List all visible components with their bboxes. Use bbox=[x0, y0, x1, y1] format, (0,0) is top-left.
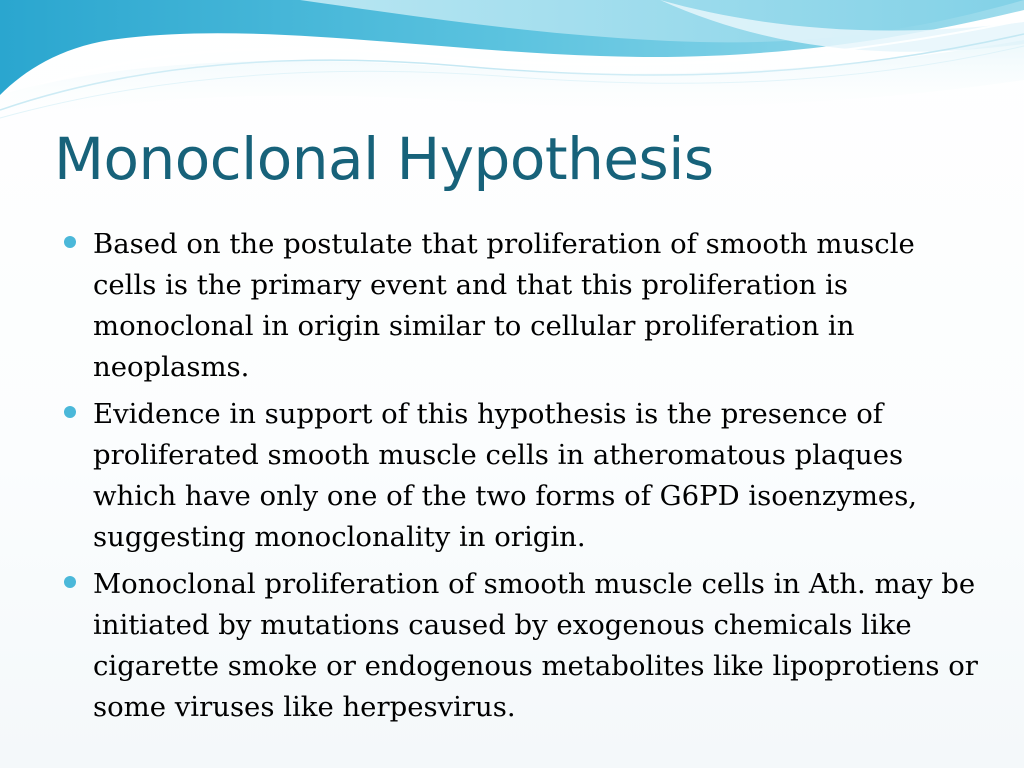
bullet-item bbox=[64, 224, 984, 388]
slide-title: Monoclonal Hypothesis bbox=[54, 125, 714, 193]
bullet-text: Evidence in support of this hypothesis is the presence of proliferated smooth muscle cells in atheromatous plaques which have only one of the two forms of G6PD isoenzymes, suggesting monoclonality in origin. bbox=[93, 398, 918, 553]
bullet-list bbox=[64, 224, 984, 734]
bullet-dot-icon bbox=[64, 576, 76, 588]
bullet-text: Based on the postulate that proliferation of smooth muscle cells is the primary event and that this proliferation is monoclonal in origin similar to cellular proliferation in neoplasms. bbox=[93, 228, 915, 383]
wave-header-decoration bbox=[0, 0, 1024, 130]
bullet-dot-icon bbox=[64, 406, 76, 418]
bullet-dot-icon bbox=[64, 236, 76, 248]
bullet-text: Monoclonal proliferation of smooth muscle cells in Ath. may be initiated by mutations caused by exogenous chemicals like cigarette smoke or endogenous metabolites like lipoprotiens or some viruses like herpesvirus. bbox=[93, 568, 978, 723]
bullet-item bbox=[64, 564, 984, 728]
wave-fade bbox=[0, 40, 1024, 125]
bullet-item bbox=[64, 394, 984, 558]
